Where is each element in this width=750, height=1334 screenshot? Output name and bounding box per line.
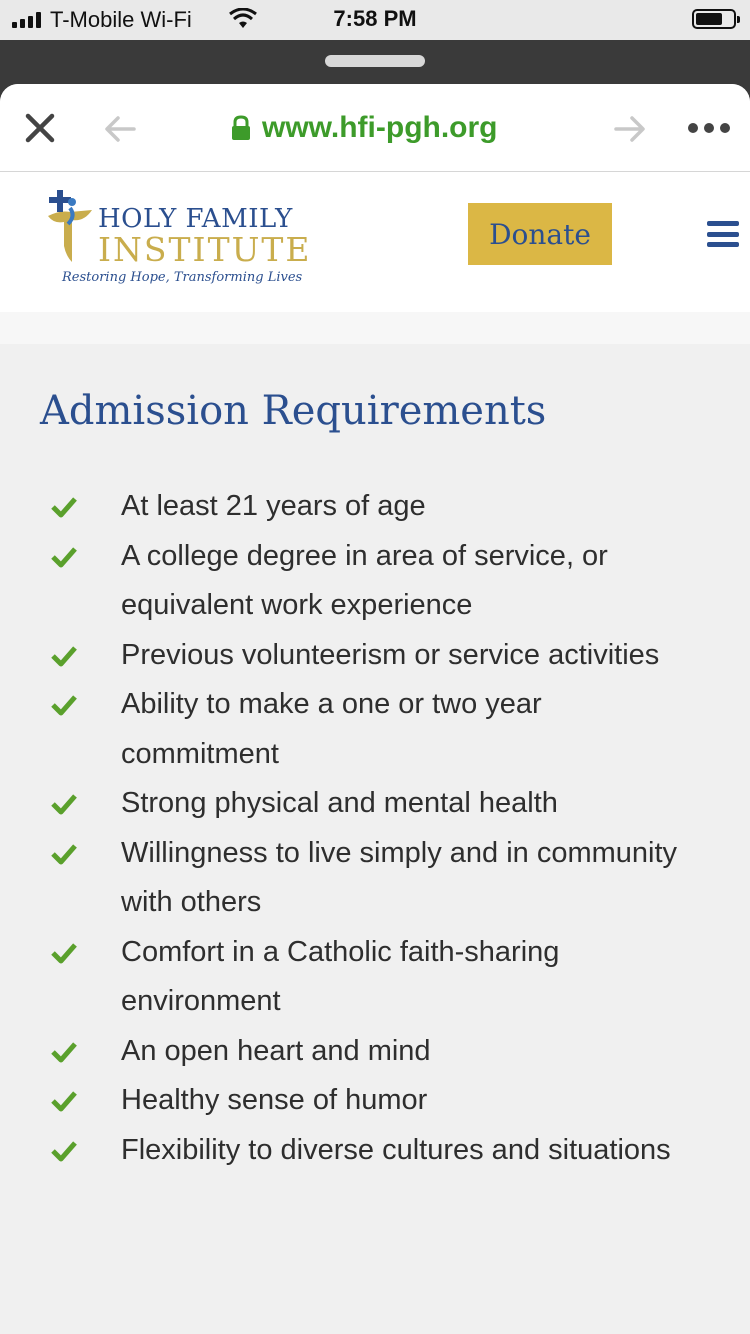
list-item [0,829,750,928]
requirement-text: Healthy sense of humor [121,1084,428,1116]
content-top-band [0,312,750,344]
browser-sheet [0,84,750,1334]
more-icon[interactable] [688,118,734,138]
requirement-text: Ability to make a one or two year commitment [121,688,542,770]
list-item [0,631,750,681]
checkmark-icon [50,546,78,568]
requirement-text: At least 21 years of age [121,490,426,522]
checkmark-icon [50,694,78,716]
page-title: Admission Requirements [40,388,547,434]
checkmark-icon [50,843,78,865]
logo-text-line2: INSTITUTE [98,230,312,269]
site-logo[interactable] [40,186,320,286]
checkmark-icon [50,793,78,815]
checkmark-icon [50,496,78,518]
list-item [0,779,750,829]
status-time: 7:58 PM [333,6,417,31]
status-bar [0,0,750,40]
list-item [0,680,750,779]
donate-button[interactable]: Donate [468,203,612,265]
lock-icon [230,115,252,141]
checkmark-icon [50,1090,78,1112]
requirement-text: Comfort in a Catholic faith-sharing environment [121,935,560,1017]
logo-text-line1: HOLY FAMILY [98,204,293,234]
carrier-label: T-Mobile Wi-Fi [50,7,192,32]
requirement-text: Flexibility to diverse cultures and situations [121,1133,671,1166]
close-icon[interactable] [22,110,58,146]
back-arrow-icon[interactable] [102,112,138,146]
list-item [0,1027,750,1077]
requirement-text: Previous volunteerism or service activities [121,638,660,671]
main-content [0,312,750,1334]
battery-icon [692,9,736,29]
list-item [0,482,750,532]
url-text: www.hfi-pgh.org [262,111,498,144]
logo-tagline: Restoring Hope, Transforming Lives [62,270,303,285]
requirement-text: Strong physical and mental health [121,787,558,819]
cross-logo-icon [40,186,100,266]
checkmark-icon [50,1140,78,1162]
requirement-text: Willingness to live simply and in community with others [121,836,678,918]
list-item [0,928,750,1027]
url-bar[interactable] [230,108,498,148]
requirement-text: An open heart and mind [121,1034,431,1067]
requirement-text: A college degree in area of service, or equivalent work experience [121,539,608,621]
site-header [0,172,750,312]
browser-nav-bar [0,84,750,172]
requirements-list [0,482,750,1175]
list-item [0,1076,750,1126]
forward-arrow-icon[interactable] [612,112,648,146]
checkmark-icon [50,1041,78,1063]
checkmark-icon [50,645,78,667]
sheet-grabber[interactable] [325,55,425,67]
checkmark-icon [50,942,78,964]
menu-icon[interactable] [707,221,739,247]
list-item [0,1126,750,1176]
list-item [0,532,750,631]
